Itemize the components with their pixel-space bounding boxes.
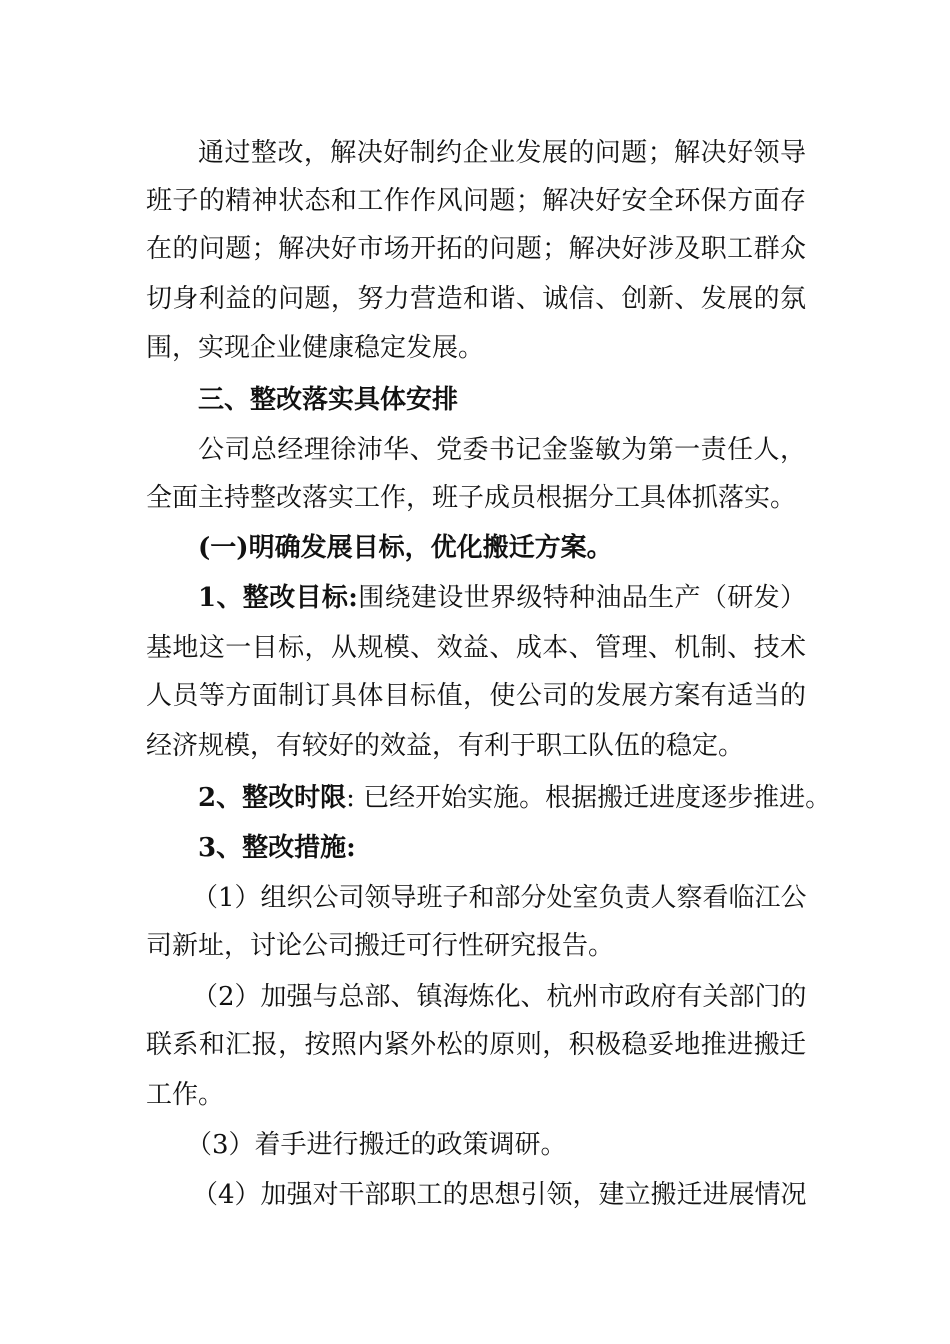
paragraph-2-line-2: 全面主持整改落实工作，班子成员根据分工具体抓落实。 (146, 483, 797, 513)
item-2-label: 2、整改时限 (198, 783, 347, 813)
paragraph-2-line-1: 公司总经理徐沛华、党委书记金鉴敏为第一责任人， (198, 435, 806, 465)
measure-1-line-1: （1）组织公司领导班子和部分处室负责人察看临江公 (192, 883, 807, 913)
item-1-line-1 (198, 578, 806, 618)
item-2-line (198, 778, 832, 818)
measure-2-line-1: （2）加强与总部、镇海炼化、杭州市政府有关部门的 (192, 982, 807, 1012)
paragraph-1-line-3: 在的问题；解决好市场开拓的问题；解决好涉及职工群众 (146, 234, 806, 264)
item-1-label: 1、整改目标: (198, 583, 358, 613)
paragraph-1-line-2: 班子的精神状态和工作作风问题；解决好安全环保方面存 (146, 186, 806, 216)
subsection-1-title: (一)明确发展目标，优化搬迁方案。 (198, 533, 613, 563)
item-1-line-4: 经济规模，有较好的效益，有利于职工队伍的稳定。 (146, 731, 745, 761)
measure-2-line-3: 工作。 (146, 1080, 225, 1110)
item-3-label: 3、整改措施: (198, 833, 356, 863)
item-2-text: : 已经开始实施。根据搬迁进度逐步推进。 (346, 783, 832, 813)
item-1-line-3: 人员等方面制订具体目标值，使公司的发展方案有适当的 (146, 681, 806, 711)
section-3-title: 三、整改落实具体安排 (198, 385, 459, 415)
paragraph-1-line-5: 围，实现企业健康稳定发展。 (146, 333, 485, 363)
paragraph-1-line-4: 切身利益的问题，努力营造和谐、诚信、创新、发展的氛 (146, 284, 806, 314)
measure-3-line-1: （3）着手进行搬迁的政策调研。 (186, 1130, 567, 1160)
item-1-line-2: 基地这一目标，从规模、效益、成本、管理、机制、技术 (146, 633, 806, 663)
measure-1-line-2: 司新址，讨论公司搬迁可行性研究报告。 (146, 931, 615, 961)
paragraph-1-line-1: 通过整改，解决好制约企业发展的问题；解决好领导 (198, 138, 806, 168)
measure-2-line-2: 联系和汇报，按照内紧外松的原则，积极稳妥地推进搬迁 (146, 1030, 806, 1060)
item-1-line-1-text: 围绕建设世界级特种油品生产（研发） (357, 583, 806, 613)
measure-4-line-1: （4）加强对干部职工的思想引领，建立搬迁进展情况 (192, 1180, 807, 1210)
